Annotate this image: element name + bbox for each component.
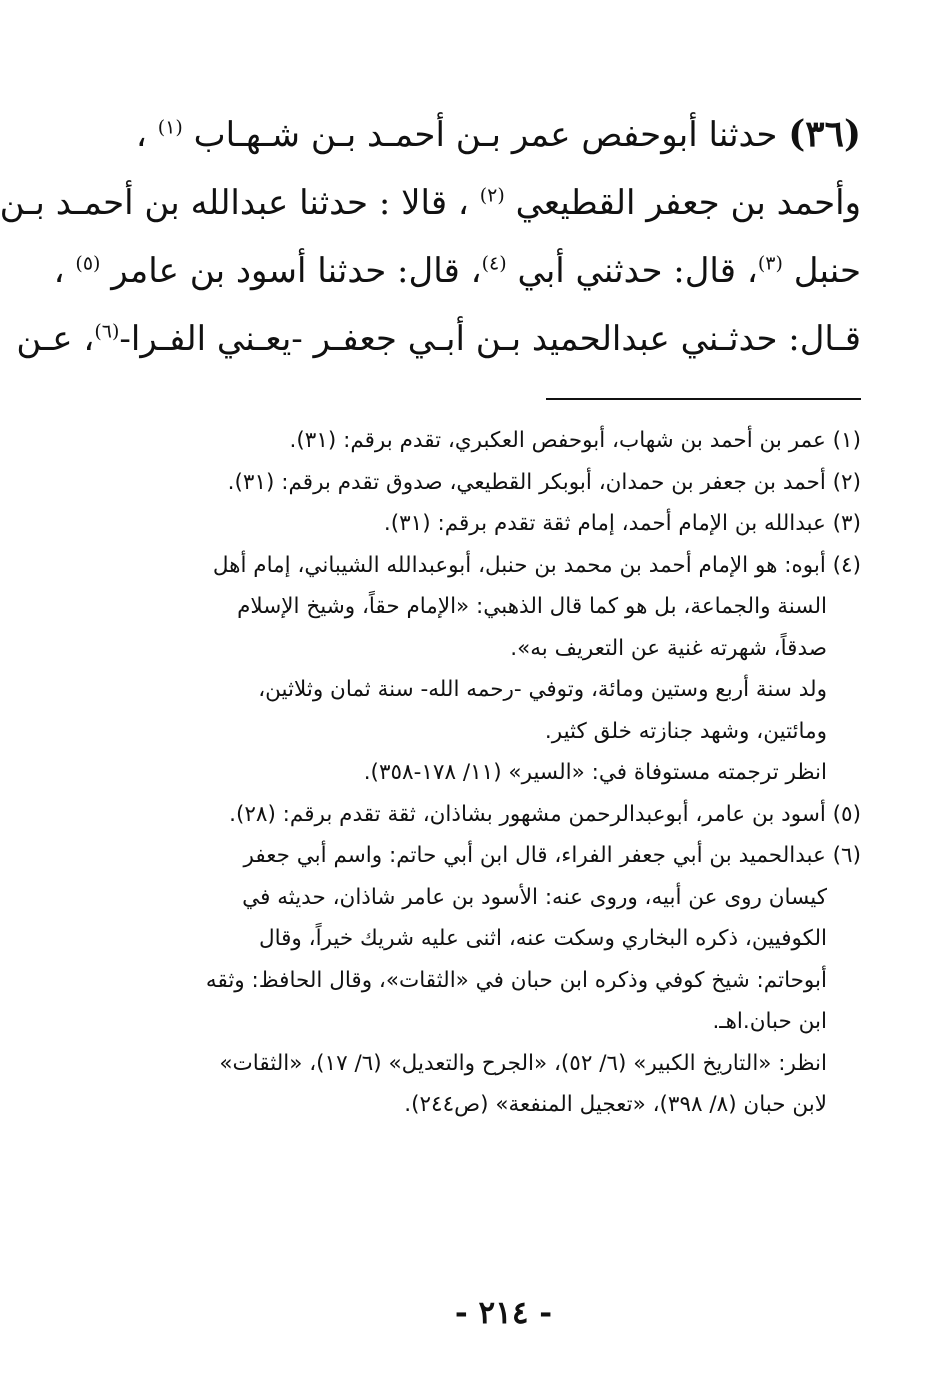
- footnote-separator: [546, 398, 861, 400]
- footnote-1: (١) عمر بن أحمد بن شهاب، أبوحفص العكبري، تقدم برقم: (٣١).: [289, 428, 861, 453]
- footnote-4: (٤) أبوه: هو الإمام أحمد بن محمد بن حنبل، أبوعبدالله الشيباني، إمام أهل السنة والجماعة، بل هو كما قال الذهبي: «الإمام حقاً، وشيخ الإسلام صدقاً، شهرته غنية عن التعريف به». ولد سنة أربع وستين ومائة، وتوفي -رحمه الله- سنة ثمان وثلاثين، ومائتين، وشهد جنازته خلق كثير. انظر ترجمته مستوفاة في: «السير» (١١/ ١٧٨-٣٥٨).: [212, 552, 861, 785]
- body-line-3: حنبل $^{(٣)}$، قال: حدثني أبي $^{(٤)}$، قال: حدثنا أسود بن عامر $^{(٥)}$ ،: [53, 251, 861, 291]
- body-line-2: وأحمد بن جعفر القطيعي $^{(٢)}$ ، قالا : حدثنا عبدالله بن أحمـد بـن: [0, 183, 861, 223]
- hadith-number: (٣٦): [788, 113, 861, 155]
- footnote-mark-1: (١): [157, 116, 183, 139]
- footnote-5: (٥) أسود بن عامر، أبوعبدالرحمن مشهور بشاذان، ثقة تقدم برقم: (٢٨).: [229, 801, 861, 827]
- footnote-mark-6: (٦): [94, 320, 120, 343]
- body-line-4: قـال: حدثـني عبدالحميد بـن أبـي جعفـر -يعـني الفـرا-$^{(٦)}$، عـن: [16, 319, 861, 359]
- footnote-6: (٦) عبدالحميد بن أبي جعفر الفراء، قال ابن أبي حاتم: واسم أبي جعفر كيسان روى عن أبيه، وروى عنه: الأسود بن عامر شاذان، حديثه في الكوفيين، ذكره البخاري وسكت عنه، اثنى عليه شريك خيراً، وقال أبوحاتم: شيخ كوفي وذكره ابن حبان في «الثقات»، وقال الحافظ: وثقه ابن حبان.اهـ. انظر: «التاريخ الكبير» (٦/ ٥٢)، «الجرح والتعديل» (٦/ ١٧)، «الثقات» لابن حبان (٨/ ٣٩٨)، «تعجيل المنفعة» (ص٢٤٤).: [205, 843, 861, 1117]
- footnote-mark-2: (٢): [479, 184, 505, 207]
- footnote-3: (٣) عبدالله بن الإمام أحمد، إمام ثقة تقدم برقم: (٣١).: [383, 511, 861, 536]
- footnotes: [139, 420, 861, 1126]
- footnote-2: (٢) أحمد بن جعفر بن حمدان، أبوبكر القطيعي، صدوق تقدم برقم: (٣١).: [227, 469, 861, 495]
- footnote-mark-5: (٥): [75, 252, 101, 275]
- body-line-1: (٣٦) حدثنا أبوحفص عمر بـن أحمـد بـن شـهـاب $^{(١)}$ ،: [135, 113, 861, 155]
- hadith-body: [0, 100, 861, 373]
- footnote-mark-3: (٣): [757, 252, 783, 275]
- footnote-mark-4: (٤): [481, 252, 507, 275]
- page-number: - ٢١٤ -: [454, 1295, 553, 1331]
